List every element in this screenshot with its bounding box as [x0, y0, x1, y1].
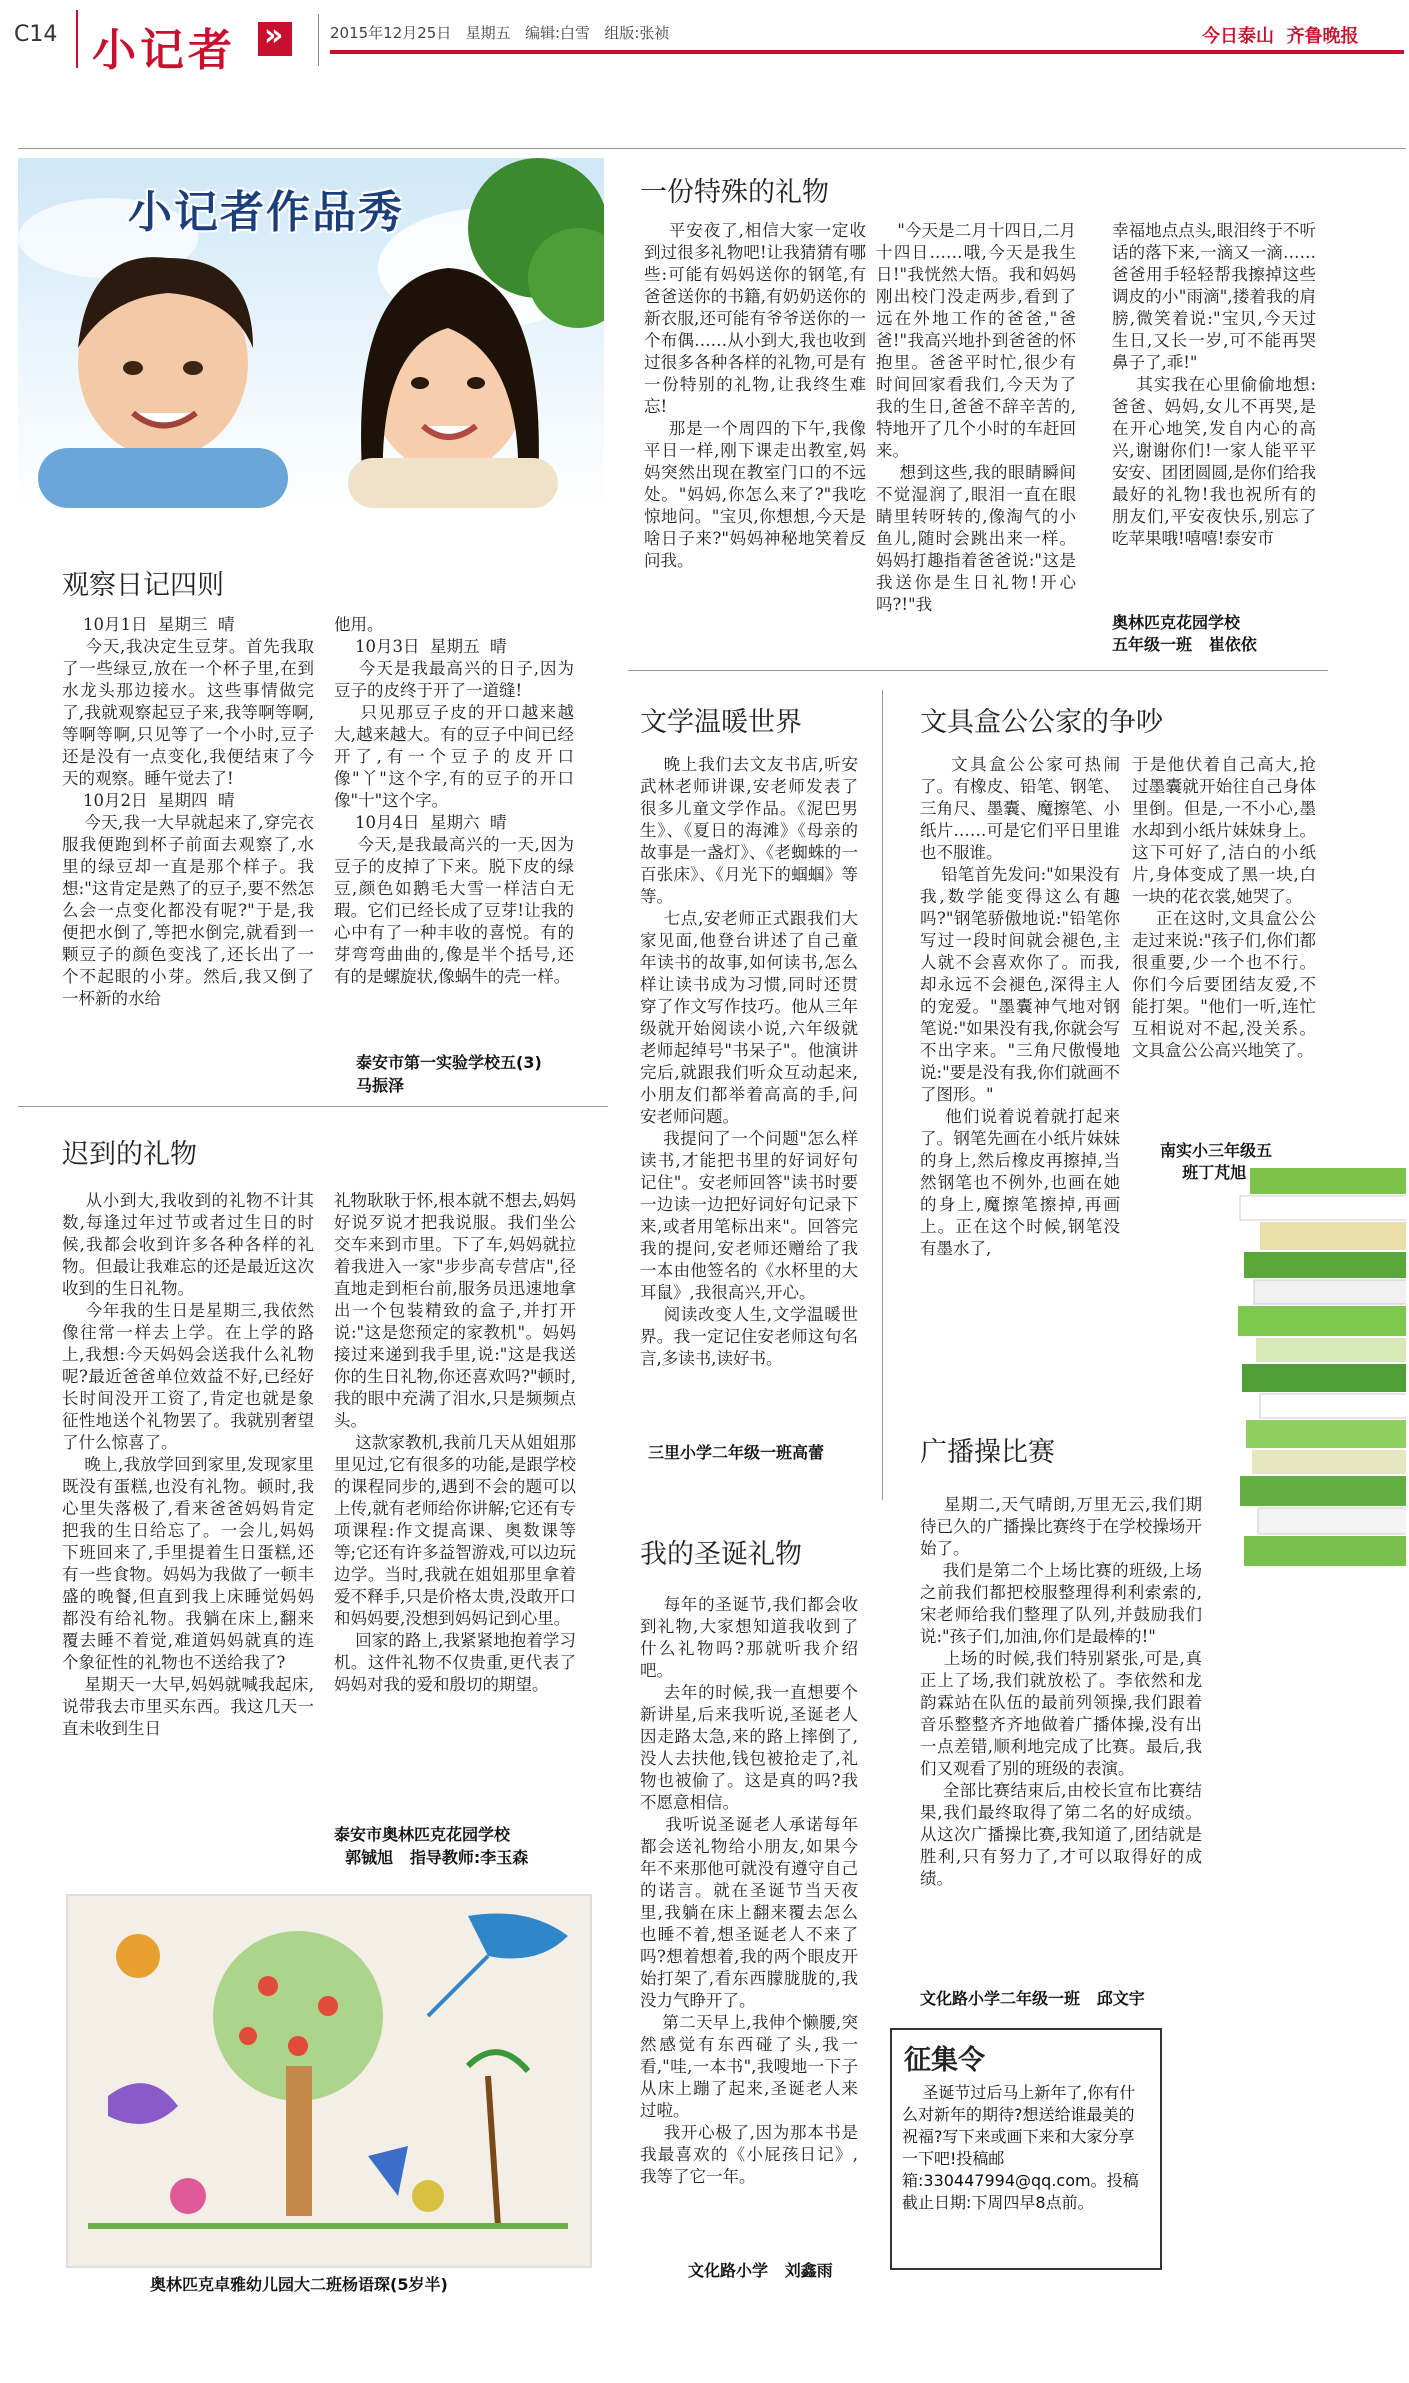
stationery-body-col1: 文具盒公公家可热闹了。有橡皮、铅笔、钢笔、三角尺、墨囊、魔擦笔、小纸片……可是它们平日里谁也不服谁。 铅笔首先发问:"如果没有我,数学能变得这么有趣吗?"钢笔骄傲地说:"铅笔你写过一段时间就会褪色,主人就不会喜欢你了。而我,却永远不会褪色,深得主人的宠爱。"墨囊神气地对钢笔说:"如果没有我,你就会写不出字来。"三角尺傲慢地说:"要是没有我,你们就画不了图形。" 他们说着说着就打起来了。钢笔先画在小纸片妹妹的身上,然后橡皮再擦掉,当然钢笔也不例外,也画在她的身上,魔擦笔擦掉,再画上。正在这个时候,钢笔没有墨水了, [920, 755, 1120, 1258]
newspaper-brand: 今日泰山 齐鲁晚报 [1202, 26, 1359, 47]
exercise-signature: 文化路小学二年级一班 邱文宇 [920, 1989, 1145, 2008]
special-gift-body-col2: "今天是二月十四日,二月十四日……哦,今天是我生日!"我恍然大悟。我和妈妈刚出校门没走两步,看到了远在外地工作的爸爸,"爸爸!"我高兴地扑到爸爸的怀抱里。爸爸平时忙,很少有时间回家看我们,今天为了我的生日,爸爸不辞辛苦的,特地开了几个小时的车赶回来。 想到这些,我的眼睛瞬间不觉湿润了,眼泪一直在眼睛里转呀转的,像淘气的小鱼儿,随时会跳出来一样。妈妈打趣指着爸爸说:"这是我送你是生日礼物!开心吗?!"我 [876, 221, 1076, 614]
special-gift-body-col1: 平安夜了,相信大家一定收到过很多礼物吧!让我猜猜有哪些:可能有妈妈送你的钢笔,有爸爸送你的书籍,有奶奶送你的新衣服,还可能有爷爷送你的一个布偶……从小到大,我也收到过很多各种各样的礼物,可是有一份特别的礼物,让我终生难忘! 那是一个周四的下午,我像平日一样,刚下课走出教室,妈妈突然出现在教室门口的不远处。"妈妈,你怎么来了?"我吃惊地问。"宝贝,你想想,今天是啥日子来?"妈妈神秘地笑着反问我。 [644, 221, 867, 570]
special-gift-title: 一份特殊的礼物 [640, 177, 829, 208]
top-rule [18, 148, 1406, 149]
banner-image [18, 158, 604, 508]
stationery-signature: 南实小三年级五 班丁芃旭 [1160, 1141, 1273, 1182]
child-drawing [66, 1894, 592, 2268]
special-gift-signature: 奥林匹克花园学校 五年级一班 崔依依 [1112, 613, 1257, 654]
exercise-title: 广播操比赛 [920, 1437, 1055, 1468]
book-stack-icon [1230, 1148, 1406, 1578]
chevron-right-icon [258, 22, 292, 56]
diary-body-col2: 他用。 10月3日 星期五 晴 今天是我最高兴的日子,因为豆子的皮终于开了一道缝! 只见那豆子皮的开口越来越大,越来越大。有的豆子中间已经开了,有一个豆子的皮开口像"丫"这个字,有的豆子的开口像"十"这个字。 10月4日 星期六 晴 今天,是我最高兴的一天,因为豆子的皮掉了下来。脱下皮的绿豆,颜色如鹅毛大雪一样洁白无瑕。它们已经长成了豆芽!让我的心中有了一种丰收的喜悦。有的芽弯弯曲曲的,像是半个括号,还有的是螺旋状,像蜗牛的壳一样。 [334, 615, 575, 986]
banner-title: 小记者作品秀 [128, 187, 404, 238]
drawing-illustration [68, 1896, 590, 2266]
diary-title: 观察日记四则 [62, 570, 224, 601]
notice-body: 圣诞节过后马上新年了,你有什么对新年的期待?想送给谁最美的祝福?写下来或画下来和大家分享一下吧!投稿邮箱:330447994@qq.com。投稿截止日期:下周四早8点前。 [902, 2083, 1139, 2212]
late-gift-body-col2: 礼物耿耿于怀,根本就不想去,妈妈好说歹说才把我说服。我们坐公交车来到市里。下了车,妈妈就拉着我进入一家"步步高专营店",径直地走到柜台前,服务员迅速地拿出一个包装精致的盒子,并打开说:"这是您预定的家教机"。妈妈接过来递到我手里,说:"这是我送你的生日礼物,你还喜欢吗?"顿时,我的眼中充满了泪水,只是频频点头。 这款家教机,我前几天从姐姐那里见过,它有很多的功能,是跟学校的课程同步的,遇到不会的题可以上传,就有老师给你讲解;它还有专项课程:作文提高课、奥数课等等;它还有许多益智游戏,可以边玩边学。当时,我就在姐姐那里拿着爱不释手,只是价格太贵,没敢开口和妈妈要,没想到妈妈记到心里。 回家的路上,我紧紧地抱着学习机。这件礼物不仅贵重,更代表了妈妈对我的爱和殷切的期望。 [334, 1191, 576, 1694]
column-divider [882, 690, 883, 1500]
christmas-title: 我的圣诞礼物 [640, 1539, 802, 1570]
literature-body: 晚上我们去文友书店,听安武林老师讲课,安老师发表了很多儿童文学作品。《泥巴男生》、《夏日的海滩》《母亲的故事是一盏灯》、《老蜘蛛的一百张床》、《月光下的蝈蝈》等等。 七点,安老师正式跟我们大家见面,他登台讲述了自己童年读书的故事,如何读书,怎么样让读书成为习惯,同时还贯穿了作文写作技巧。他从三年级就开始阅读小说,六年级就老师起绰号"书呆子"。他演讲完后,就跟我们听众互动起来,小朋友们都举着高高的手,问安老师问题。 我提问了一个问题"怎么样读书,才能把书里的好词好句记住"。安老师回答"读书时要一边读一边把好词好句记录下来,或者用笔标出来"。回答完我的提问,安老师还赠给了我一本由他签名的《水杯里的大耳鼠》,我很高兴,开心。 阅读改变人生,文学温暖世界。我一定记住安老师这句名言,多读书,读好书。 [640, 755, 858, 1368]
page-number: C14 [14, 22, 58, 47]
exercise-body: 星期二,天气晴朗,万里无云,我们期待已久的广播操比赛终于在学校操场开始了。 我们是第二个上场比赛的班级,上场之前我们都把校服整理得利利索索的,宋老师给我们整理了队列,并鼓励我们说:"孩子们,加油,你们是最棒的!" 上场的时候,我们特别紧张,可是,真正上了场,我们就放松了。李依然和龙韵霖站在队伍的最前列领操,我们跟着音乐整整齐齐地做着广播体操,没有出一点差错,顺利地完成了比赛。最后,我们又观看了别的班级的表演。 全部比赛结束后,由校长宣布比赛结果,我们最终取得了第二名的好成绩。从这次广播操比赛,我知道了,团结就是胜利,只有努力了,才可以取得好的成绩。 [920, 1495, 1203, 1888]
stationery-title: 文具盒公公家的争吵 [920, 707, 1163, 738]
late-gift-body-col1: 从小到大,我收到的礼物不计其数,每逢过年过节或者过生日的时候,我都会收到许多各种各样的礼物。但最让我难忘的还是最近这次收到的生日礼物。 今年我的生日是星期三,我依然像往常一样去上学。在上学的路上,我想:今天妈妈会送我什么礼物呢?最近爸爸单位效益不好,已经好长时间没开工资了,肯定也就是象征性地送个礼物罢了。我就别奢望了什么惊喜了。 晚上,我放学回到家里,发现家里既没有蛋糕,也没有礼物。顿时,我心里失落极了,看来爸爸妈妈肯定把我的生日给忘了。一会儿,妈妈下班回来了,手里提着生日蛋糕,还有一些食物。妈妈为我做了一顿丰盛的晚餐,但直到我上床睡觉妈妈都没有给礼物。我躺在床上,翻来覆去睡不着觉,难道妈妈就真的连个象征性的礼物也不送给我了? 星期天一大早,妈妈就喊我起床,说带我去市里买东西。我这几天一直未收到生日 [62, 1191, 315, 1738]
header-divider-2 [318, 14, 319, 66]
header-divider [76, 10, 78, 68]
issue-meta: 2015年12月25日 星期五 编辑:白雪 组版:张祯 [330, 24, 670, 42]
christmas-body: 每年的圣诞节,我们都会收到礼物,大家想知道我收到了什么礼物吗?那就听我介绍吧。 去年的时候,我一直想要个新讲星,后来我听说,圣诞老人因走路太急,来的路上摔倒了,没人去扶他,钱包被抢走了,礼物也被偷了。这是真的吗?我不愿意相信。 我听说圣诞老人承诺每年都会送礼物给小朋友,如果今年不来那他可就没有遵守自己的诺言。就在圣诞节当天夜里,我躺在床上翻来覆去怎么也睡不着,想圣诞老人不来了吗?想着想着,我的两个眼皮开始打架了,看东西朦胧胧的,我没力气睁开了。 第二天早上,我伸个懒腰,突然感觉有东西碰了头,我一看,"哇,一本书",我嗖地一下子从床上蹦了起来,圣诞老人来过啦。 我开心极了,因为那本书是我最喜欢的《小屁孩日记》,我等了它一年。 [640, 1595, 859, 2186]
column-title: 小记者 [92, 25, 236, 76]
section-rule [18, 1106, 608, 1107]
books-illustration [1230, 1148, 1406, 1578]
stationery-body-col2: 于是他伏着自己高大,抢过墨囊就开始往自己身体里倒。但是,一不小心,墨水却到小纸片妹妹身上。这下可好了,洁白的小纸片,身体变成了黑一块,白一块的花衣裳,她哭了。 正在这时,文具盒公公走过来说:"孩子们,你们都很重要,少一个也不行。你们今后要团结友爱,不能打架。"他们一听,连忙互相说对不起,没关系。文具盒公公高兴地笑了。 [1132, 755, 1317, 1060]
late-gift-signature: 泰安市奥林匹克花园学校 郭铖旭 指导教师:李玉森 [334, 1825, 529, 1867]
diary-signature: 泰安市第一实验学校五(3) 马振泽 [356, 1053, 542, 1095]
late-gift-title: 迟到的礼物 [62, 1139, 197, 1170]
christmas-signature: 文化路小学 刘鑫雨 [688, 2261, 833, 2280]
header-rule [330, 50, 1404, 54]
literature-signature: 三里小学二年级一班高蕾 [648, 1443, 825, 1462]
diary-body-col1: 10月1日 星期三 晴 今天,我决定生豆芽。首先我取了一些绿豆,放在一个杯子里,在到水龙头那边接水。这些事情做完了,我就观察起豆子来,我等啊等啊,等啊等啊,只见等了一个小时,豆子还是没有一点变化,我便结束了今天的观察。睡午觉去了! 10月2日 星期四 晴 今天,我一大早就起来了,穿完衣服我便跑到杯子前面去观察了,水里的绿豆却一直是那个样子。我想:"这肯定是熟了的豆子,要不然怎么会一点变化都没有呢?"于是,我便把水倒了,等把水倒完,就看到一颗豆子的颜色变浅了,还长出了一个不起眼的小芽。然后,我又倒了一杯新的水给 [62, 615, 315, 1008]
call-for-submissions [890, 2028, 1162, 2270]
notice-title: 征集令 [904, 2045, 985, 2076]
special-gift-body-col3: 幸福地点点头,眼泪终于不听话的落下来,一滴又一滴……爸爸用手轻轻帮我擦掉这些调皮的小"雨滴",搂着我的肩膀,微笑着说:"宝贝,今天过生日,又长一岁,可不能再哭鼻子了,乖!" 其实我在心里偷偷地想:爸爸、妈妈,女儿不再哭,是在开心地笑,发自内心的高兴,谢谢你们!一家人能平平安安、团团圆圆,是你们给我最好的礼物!我也祝所有的朋友们,平安夜快乐,别忘了吃苹果哦!嘻嘻!泰安市 [1112, 221, 1317, 548]
literature-title: 文学温暖世界 [640, 707, 802, 738]
drawing-caption: 奥林匹克卓雅幼儿园大二班杨语琛(5岁半) [150, 2275, 448, 2294]
section-rule-2 [628, 670, 1328, 671]
